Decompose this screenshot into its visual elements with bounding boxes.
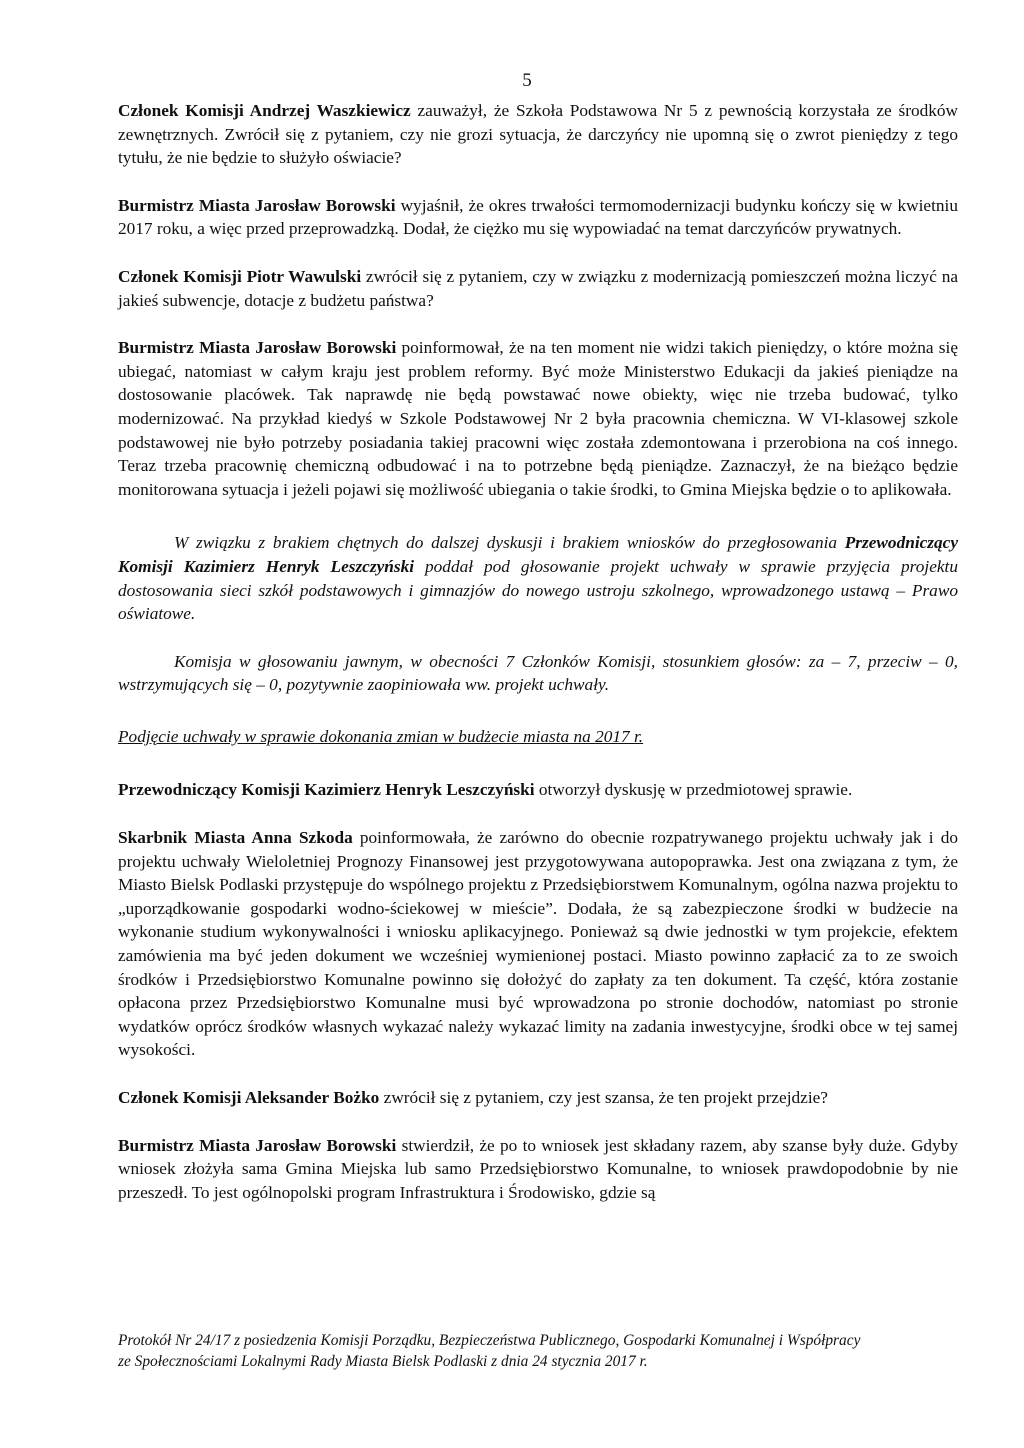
paragraph-intro: W związku z brakiem chętnych do dalszej dyskusji i brakiem wniosków do przegłosowania [174,533,845,553]
paragraph-text: wyjaśnił, że okres trwałości termomodernizacji budynku kończy się w kwietniu 2017 roku, a więc przed przeprowadzką. Dodał, że ciężko mu się wypowiadać na temat darczyńców prywatnych. [118,195,958,239]
document-body [118,99,958,1228]
paragraph-voting-intro [118,531,958,625]
document-footer [118,1330,968,1372]
speaker-name: Członek Komisji Andrzej Waszkiewicz [118,101,411,120]
paragraph-text: zauważył, że Szkoła Podstawowa Nr 5 z pewnością korzystała ze środków zewnętrznych. Zwrócił się z pytaniem, czy nie grozi sytuacja, że darczyńcy nie upomną się o zwrot pieniędzy z tego tytułu, że nie będzie to służyło oświacie? [118,101,959,168]
speaker-name: Burmistrz Miasta Jarosław Borowski [118,1135,397,1155]
page-number: 5 [522,70,532,91]
paragraph-borowski-2 [118,336,958,501]
speaker-name: Burmistrz Miasta Jarosław Borowski [118,195,396,215]
footer-line-2: ze Społecznościami Lokalnymi Rady Miasta Bielsk Podlaski z dnia 24 stycznia 2017 r. [118,1353,648,1370]
paragraph-text: Komisja w głosowaniu jawnym, w obecności 7 Członków Komisji, stosunkiem głosów: za – 7, przeciw – 0, wstrzymujących się – 0, pozytywnie zaopiniowała ww. projekt uchwały. [118,651,958,695]
speaker-name: Przewodniczący Komisji Kazimierz Henryk Leszczyński [118,780,535,800]
paragraph-text: poinformowała, że zarówno do obecnie rozpatrywanego projektu uchwały jak i do projektu uchwały Wieloletniej Prognozy Finansowej jest przygotowywana autopoprawka. Jest ona związana z tym, że Miasto Bielsk Podlaski przystępuje do wspólnego projektu z Przedsiębiorstwem Komunalnym, ogólna nazwa projektu to „uporządkowanie gospodarki wodno-ściekowej w mieście”. Dodała, że są zabezpieczone środki w budżecie na wykonanie studium wykonywalności i wniosku aplikacyjnego. Ponieważ są dwie jednostki w tym projekcie, efektem zamówienia ma być jeden dokument we wcześniej wymienionej postaci. Miasto powinno zapłacić za to ze swoich środków i Przedsiębiorstwo Komunalne powinno się dołożyć do zapłaty za ten dokument. Ta część, która zostanie opłacona przez Przedsiębiorstwo Komunalne musi być wprowadzona po stronie dochodów, natomiast po stronie wydatków oprócz środków własnych wykazać należy wykazać limity na zadania inwestycyjne, środki obce w tej samej wysokości. [118,828,958,1060]
speaker-name: Członek Komisji Aleksander Bożko [118,1088,380,1107]
paragraph-leszczynski [118,778,958,802]
paragraph-borowski-1 [118,194,958,241]
paragraph-waszkiewicz [118,99,958,170]
paragraph-wawulski [118,265,958,312]
paragraph-text: poinformował, że na ten moment nie widzi takich pieniędzy, o które można się ubiegać, natomiast w całym kraju jest problem reformy. Być może Ministerstwo Edukacji da jakieś pieniądze na dostosowanie placówek. Tak naprawdę nie będą powstawać nowe obiekty, więc nie trzeba budować, tylko modernizować. Na przykład kiedyś w Szkole Podstawowej Nr 2 była pracownia chemiczna. W VI-klasowej szkole podstawowej nie było potrzeby posiadania takiej pracowni więc została zdemontowana i przerobiona na coś innego. Teraz trzeba pracownię chemiczną odbudować i na to potrzebne będą pieniądze. Zaznaczył, że na bieżąco będzie monitorowana sytuacja i jeżeli pojawi się możliwość ubiegania o takie środki, to Gmina Miejska będzie o to aplikowała. [118,338,958,499]
paragraph-text: stwierdził, że po to wniosek jest składany razem, aby szanse były duże. Gdyby wniosek złożyła sama Gmina Miejska lub samo Przedsiębiorstwo Komunalne, to wniosek prawdopodobnie by nie przeszedł. To jest ogólnopolski program Infrastruktura i Środowisko, gdzie są [118,1135,958,1202]
paragraph-text: zwrócił się z pytaniem, czy w związku z modernizacją pomieszczeń można liczyć na jakieś subwencje, dotacje z budżetu państwa? [118,266,959,310]
speaker-name: Skarbnik Miasta Anna Szkoda [118,828,353,848]
paragraph-voting-result [118,650,958,697]
speaker-name: Członek Komisji Piotr Wawulski [118,266,362,286]
paragraph-text: otworzył dyskusję w przedmiotowej sprawie. [534,780,853,800]
speaker-name: Przewodniczący Komisji Kazimierz Henryk Leszczyński [118,533,958,576]
speaker-name: Burmistrz Miasta Jarosław Borowski [118,338,397,358]
paragraph-text: zwrócił się z pytaniem, czy jest szansa, że ten projekt przejdzie? [379,1088,828,1107]
footer-line-1: Protokół Nr 24/17 z posiedzenia Komisji Porządku, Bezpieczeństwa Publicznego, Gospodarki Komunalnej i Współpracy [118,1332,861,1349]
paragraph-borowski-3 [118,1134,958,1205]
paragraph-text: poddał pod głosowanie projekt uchwały w sprawie przyjęcia projektu dostosowania sieci szkół podstawowych i gimnazjów do nowego ustroju szkolnego, wprowadzonego ustawą – Prawo oświatowe. [118,556,958,624]
paragraph-szkoda [118,826,958,1062]
section-heading: Podjęcie uchwały w sprawie dokonania zmian w budżecie miasta na 2017 r. [118,726,644,746]
paragraph-bozko [118,1086,958,1110]
